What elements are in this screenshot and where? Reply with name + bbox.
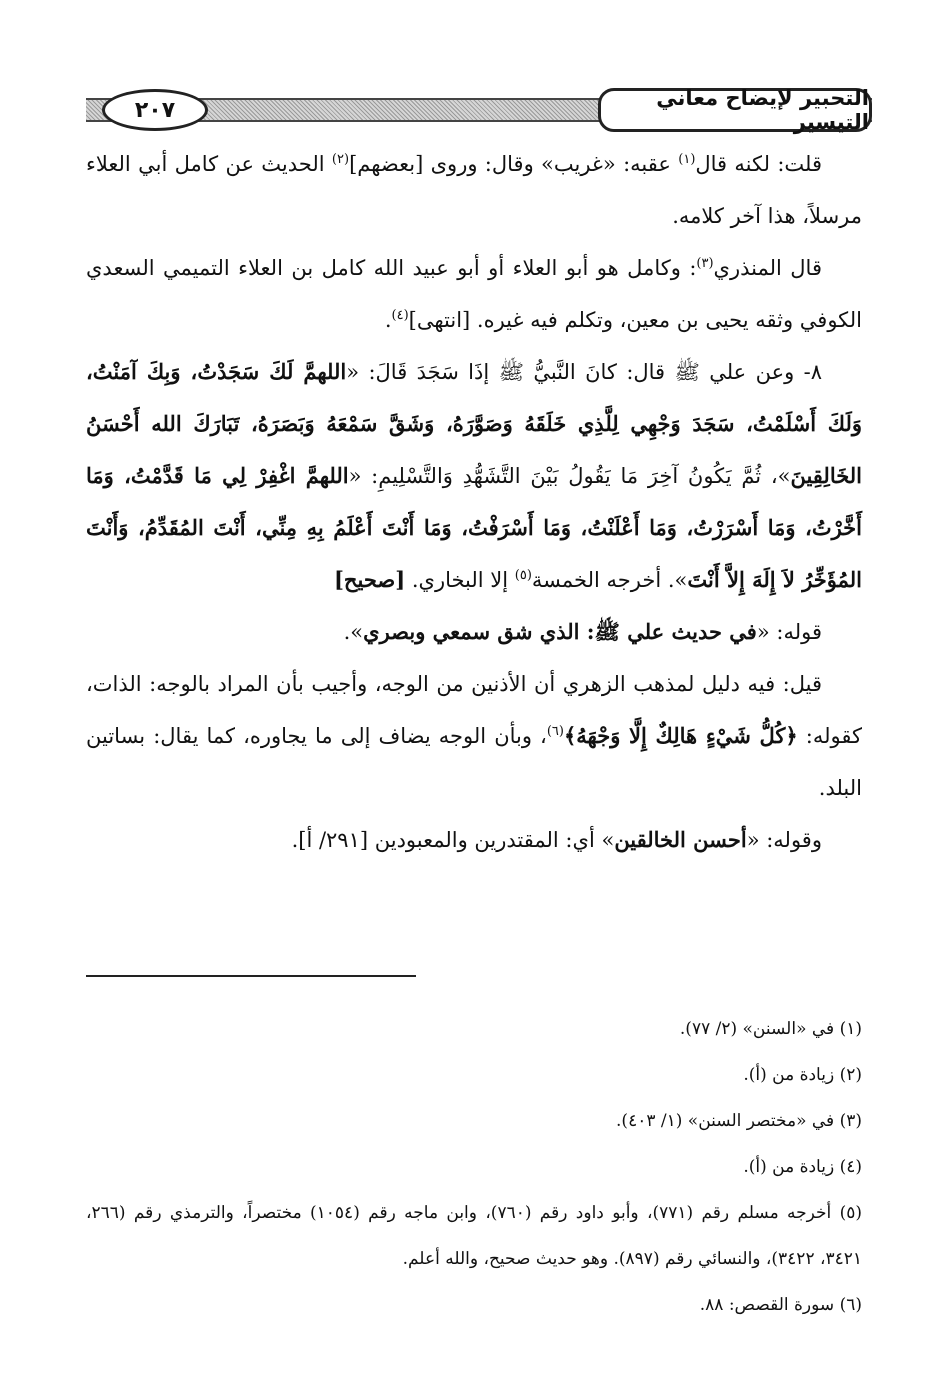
footnote-4: (٤) زيادة من (أ). <box>743 1157 862 1177</box>
text: قلت: لكنه قال <box>695 152 823 176</box>
footnote-separator <box>86 975 416 977</box>
footnote-ref[interactable]: (٥) <box>514 568 532 583</box>
text: الحديث عن كامل أبي العلاء مرسلاً، هذا آخر كلامه. <box>86 152 862 228</box>
hadith-text: اللهمَّ لَكَ سَجَدْتُ، وَبِكَ آمَنْتُ، وَلَكَ أَسْلَمْتُ، سَجَدَ وَجْهِي لِلَّذِي خَلَقَهُ وَصَوَّرَهُ، وَشَقَّ سَمْعَهُ وَبَصَرَهُ، تَبَارَكَ الله أَحْسَنُ الخَالِقِينَ <box>86 359 863 488</box>
footnotes <box>86 1006 862 1328</box>
footnote-ref[interactable]: (١) <box>678 152 696 167</box>
footnote-2: (٢) زيادة من (أ). <box>743 1065 862 1085</box>
hadith-8 <box>86 346 862 606</box>
text: إلا البخاري. <box>405 568 515 592</box>
paragraph-2 <box>86 242 862 346</box>
footnote-3: (٣) في «مختصر السنن» (١/ ٤٠٣). <box>616 1111 862 1131</box>
running-header <box>86 86 872 132</box>
text: » أي: المقتدرين والمعبودين [٢٩١/ أ]. <box>291 828 615 852</box>
main-text <box>86 138 862 866</box>
footnote-ref[interactable]: (٤) <box>391 308 409 323</box>
text: . <box>384 308 392 332</box>
text: قوله: « <box>756 620 822 644</box>
text: قال المنذري <box>713 256 822 280</box>
quoted-phrase: في حديث علي ﷺ: الذي شق سمعي وبصري <box>363 619 757 644</box>
hadith-text: اللهمَّ اغْفِرْ لِي مَا قَدَّمْتُ، وَمَا أَخَّرْتُ، وَمَا أَسْرَرْتُ، وَمَا أَعْلَنْتُ، وَمَا أَسْرَفْتُ، وَمَا أَنْتَ أَعْلَمُ بِهِ مِنِّي، أَنْتَ المُقَدِّمُ، وَأَنْتَ المُؤَخِّرُ لاَ إِلَهَ إِلاَّ أَنْتَ <box>86 463 862 592</box>
text: ». <box>343 620 364 644</box>
footnote-ref[interactable]: (٢) <box>331 152 350 167</box>
text: قيل: فيه دليل لمذهب الزهري أن الأذنين من الوجه، وأجيب بأن المراد بالوجه: الذات، كقوله: <box>86 672 862 748</box>
paragraph-4 <box>86 606 862 658</box>
text: ٨- وعن علي ﷺ قال: كانَ النَّبيُّ ﷺ إذَا سَجَدَ قَالَ: « <box>346 360 822 384</box>
text: وقوله: « <box>746 828 822 852</box>
page-number: ٢٠٧ <box>102 89 208 131</box>
footnote-5: (٥) أخرجه مسلم رقم (٧٧١)، وأبو داود رقم (٧٦٠)، وابن ماجه رقم (١٠٥٤) مختصراً، والترمذي رقم (٢٦٦، ٣٤٢١، ٣٤٢٢)، والنسائي رقم (٨٩٧). وهو حديث صحيح، والله أعلم. <box>86 1203 862 1269</box>
text: عقبه: «غريب» وقال: وروى [بعضهم] <box>349 152 679 176</box>
paragraph-5 <box>86 658 862 814</box>
quran-verse: ﴿كُلُّ شَيْءٍ هَالِكٌ إِلَّا وَجْهَهُ﴾ <box>563 723 798 748</box>
text: : وكامل هو أبو العلاء أو أبو عبيد الله كامل بن العلاء التميمي السعدي الكوفي وثقه يحيى بن معين، وتكلم فيه غيره. [انتهى] <box>86 256 862 332</box>
footnote-ref[interactable]: (٣) <box>696 256 714 271</box>
paragraph-1 <box>86 138 862 242</box>
hadith-grade: [صحيح] <box>334 567 406 592</box>
footnote-ref[interactable]: (٦) <box>546 724 564 739</box>
text: »، ثُمَّ يَكُونُ آخِرَ مَا يَقُولُ بَيْنَ التَّشَهُّدِ وَالتَّسْلِيمِ: « <box>348 464 791 488</box>
paragraph-6 <box>86 814 862 866</box>
book-title: التحبير لإيضاح معاني التيسير <box>598 88 872 132</box>
text: ». أخرجه الخمسة <box>531 568 688 592</box>
quoted-phrase: أحسن الخالقين <box>614 827 747 852</box>
footnote-1: (١) في «السنن» (٢/ ٧٧). <box>679 1019 862 1039</box>
footnote-6: (٦) سورة القصص: ٨٨. <box>699 1295 862 1315</box>
text: ، وبأن الوجه يضاف إلى ما يجاوره، كما يقال: بساتين البلد. <box>86 724 862 800</box>
